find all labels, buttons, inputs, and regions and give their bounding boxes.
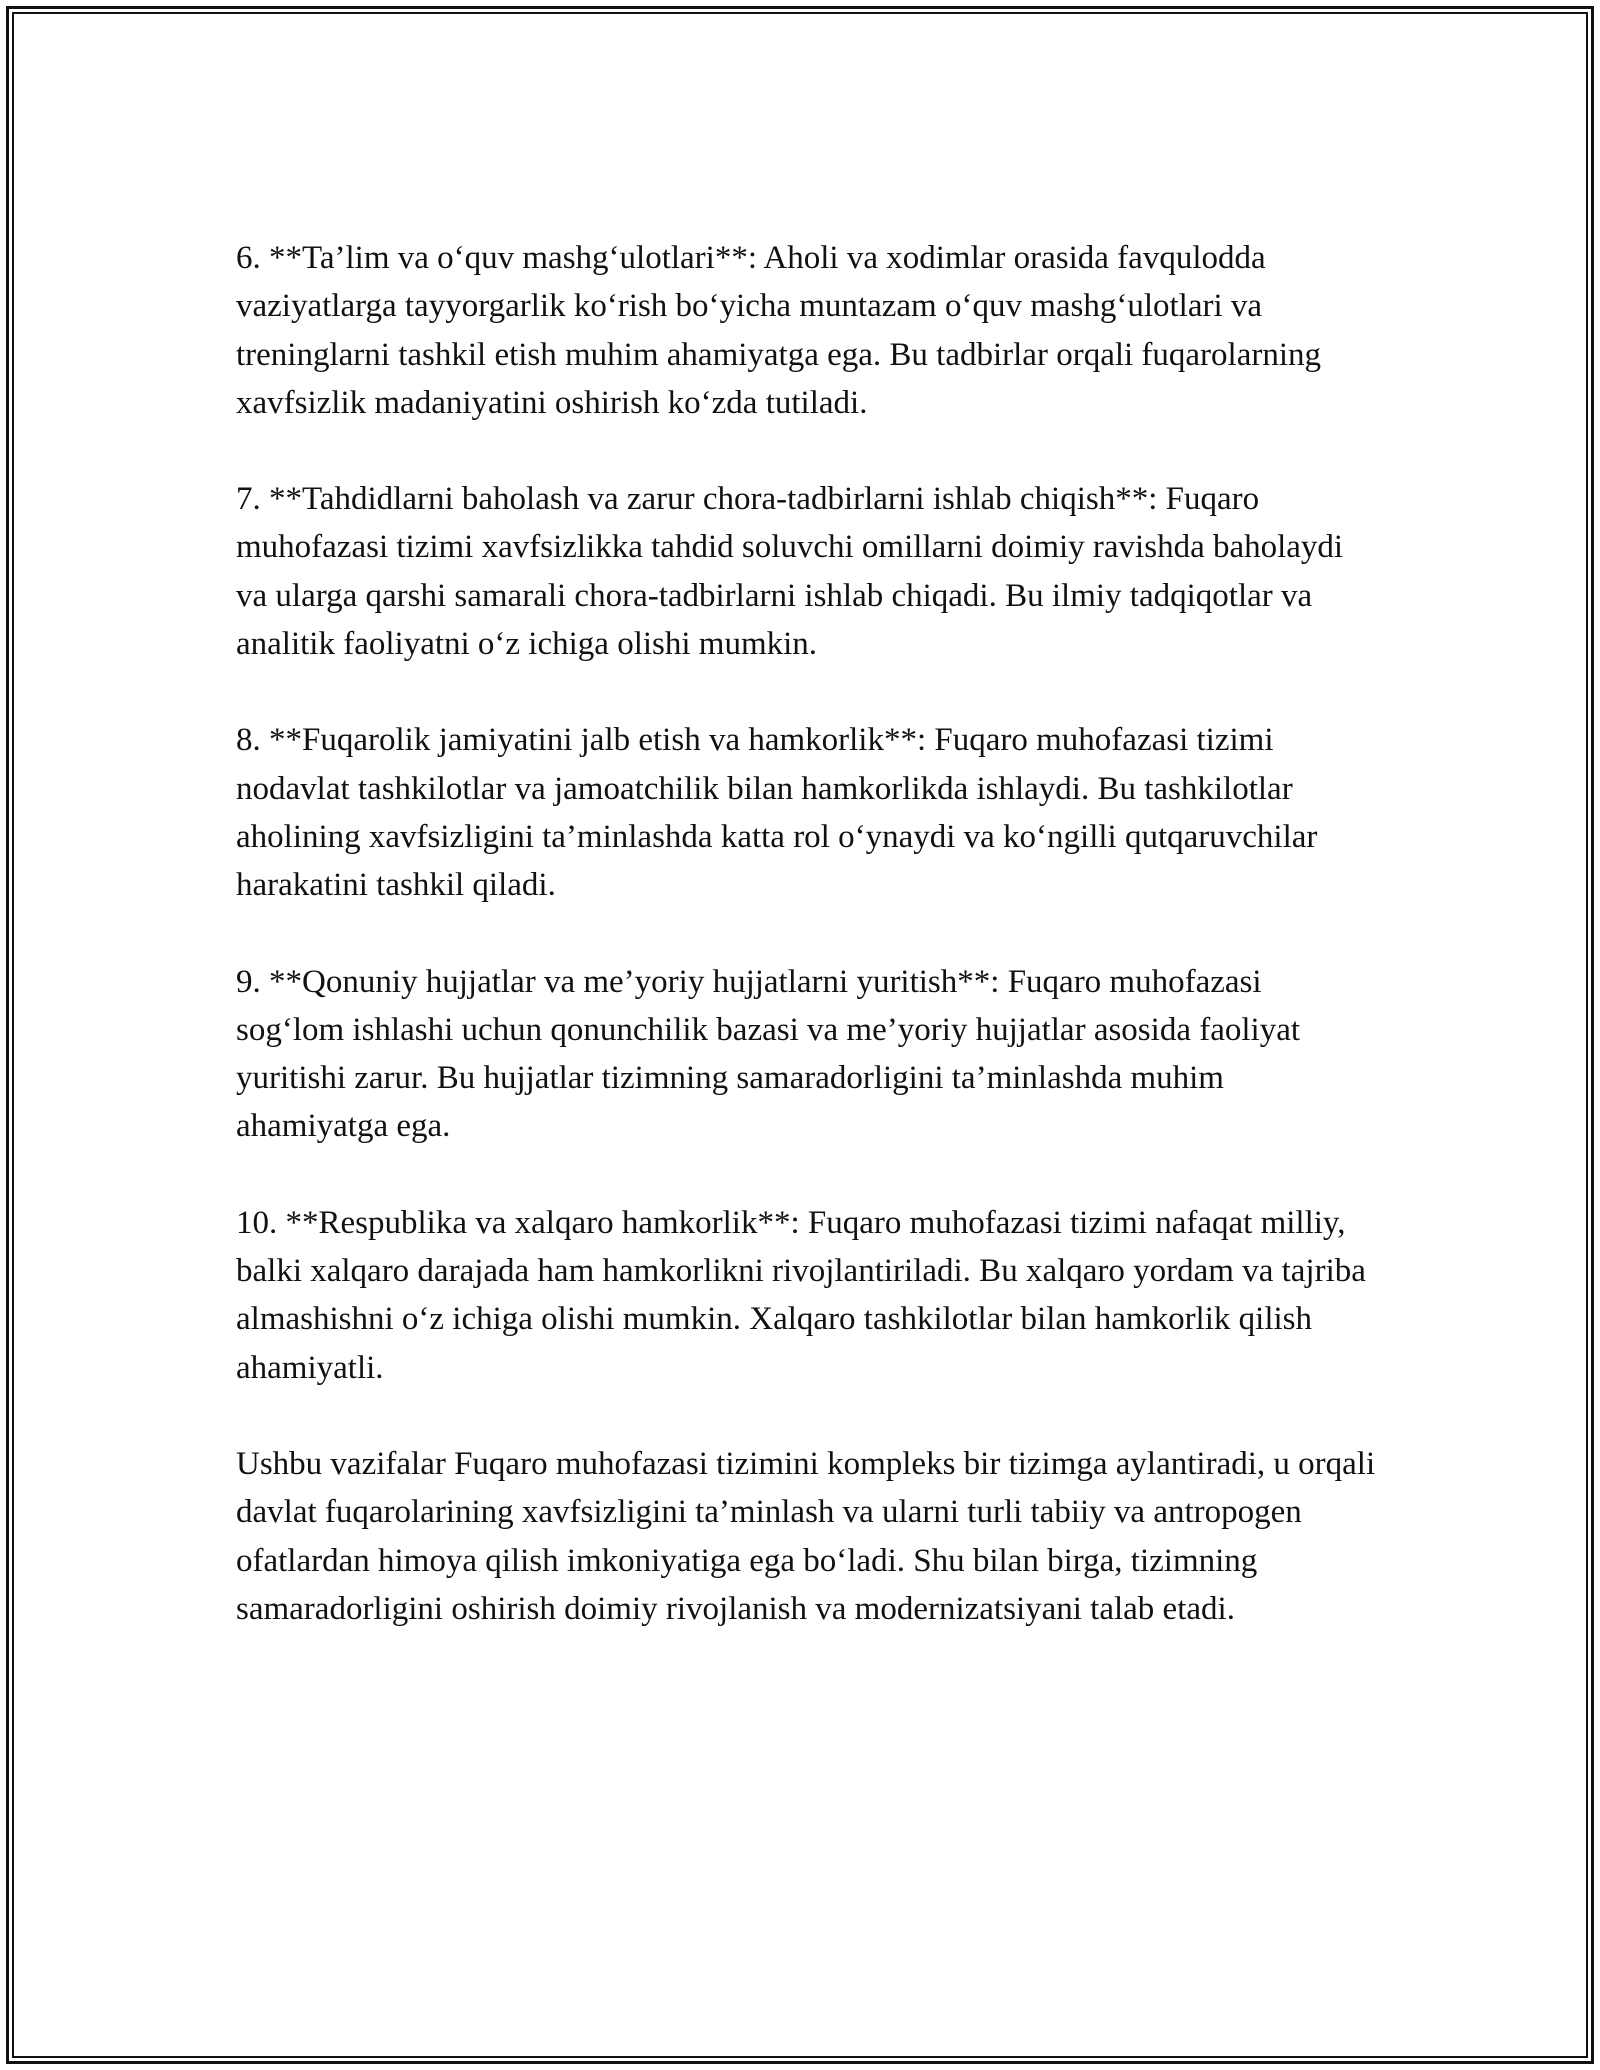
paragraph-item-7: 7. **Tahdidlarni baholash va zarur chora-tadbirlarni ishlab chiqish**: Fuqaro muhofazasi tizimi xavfsizlikka tahdid soluvchi omillarni doimiy ravishda baholaydi va ularga qarshi samarali chora-tadbirlarni ishlab chiqadi. Bu ilmiy tadqiqotlar va analitik faoliyatni o‘z ichiga olishi mumkin. xyxy=(236,481,1344,663)
paragraph-item-9: 9. **Qonuniy hujjatlar va me’yoriy hujjatlarni yuritish**: Fuqaro muhofazasi sog‘lom ishlashi uchun qonunchilik bazasi va me’yoriy hujjatlar asosida faoliyat yuritishi zarur. Bu hujjatlar tizimning samaradorligini ta’minlashda muhim ahamiyatga ega. xyxy=(236,963,1301,1145)
paragraph-conclusion: Ushbu vazifalar Fuqaro muhofazasi tizimini kompleks bir tizimga aylantiradi, u orqali davlat fuqarolarining xavfsizligini ta’minlash va ularni turli tabiiy va antropogen ofatlardan himoya qilish imkoniyatiga ega bo‘ladi. Shu bilan birga, tizimning samaradorligini oshirish doimiy rivojlanish va modernizatsiyani talab etadi. xyxy=(236,1445,1376,1627)
paragraph-item-6: 6. **Ta’lim va o‘quv mashg‘ulotlari**: Aholi va xodimlar orasida favqulodda vaziyatlarga tayyorgarlik ko‘rish bo‘yicha muntazam o‘quv mashg‘ulotlari va treninglarni tashkil etish muhim ahamiyatga ega. Bu tadbirlar orqali fuqarolarning xavfsizlik madaniyatini oshirish ko‘zda tutiladi. xyxy=(236,240,1322,421)
paragraph-item-8: 8. **Fuqarolik jamiyatini jalb etish va hamkorlik**: Fuqaro muhofazasi tizimi nodavlat tashkilotlar va jamoatchilik bilan hamkorlikda ishlaydi. Bu tashkilotlar aholining xavfsizligini ta’minlashda katta rol o‘ynaydi va ko‘ngilli qutqaruvchilar harakatini tashkil qiladi. xyxy=(236,722,1318,904)
document-body xyxy=(236,234,1376,1681)
paragraph-item-10: 10. **Respublika va xalqaro hamkorlik**: Fuqaro muhofazasi tizimi nafaqat milliy, balki xalqaro darajada ham hamkorlikni rivojlantiriladi. Bu xalqaro yordam va tajriba almashishni o‘z ichiga olishi mumkin. Xalqaro tashkilotlar bilan hamkorlik qilish ahamiyatli. xyxy=(236,1204,1366,1386)
